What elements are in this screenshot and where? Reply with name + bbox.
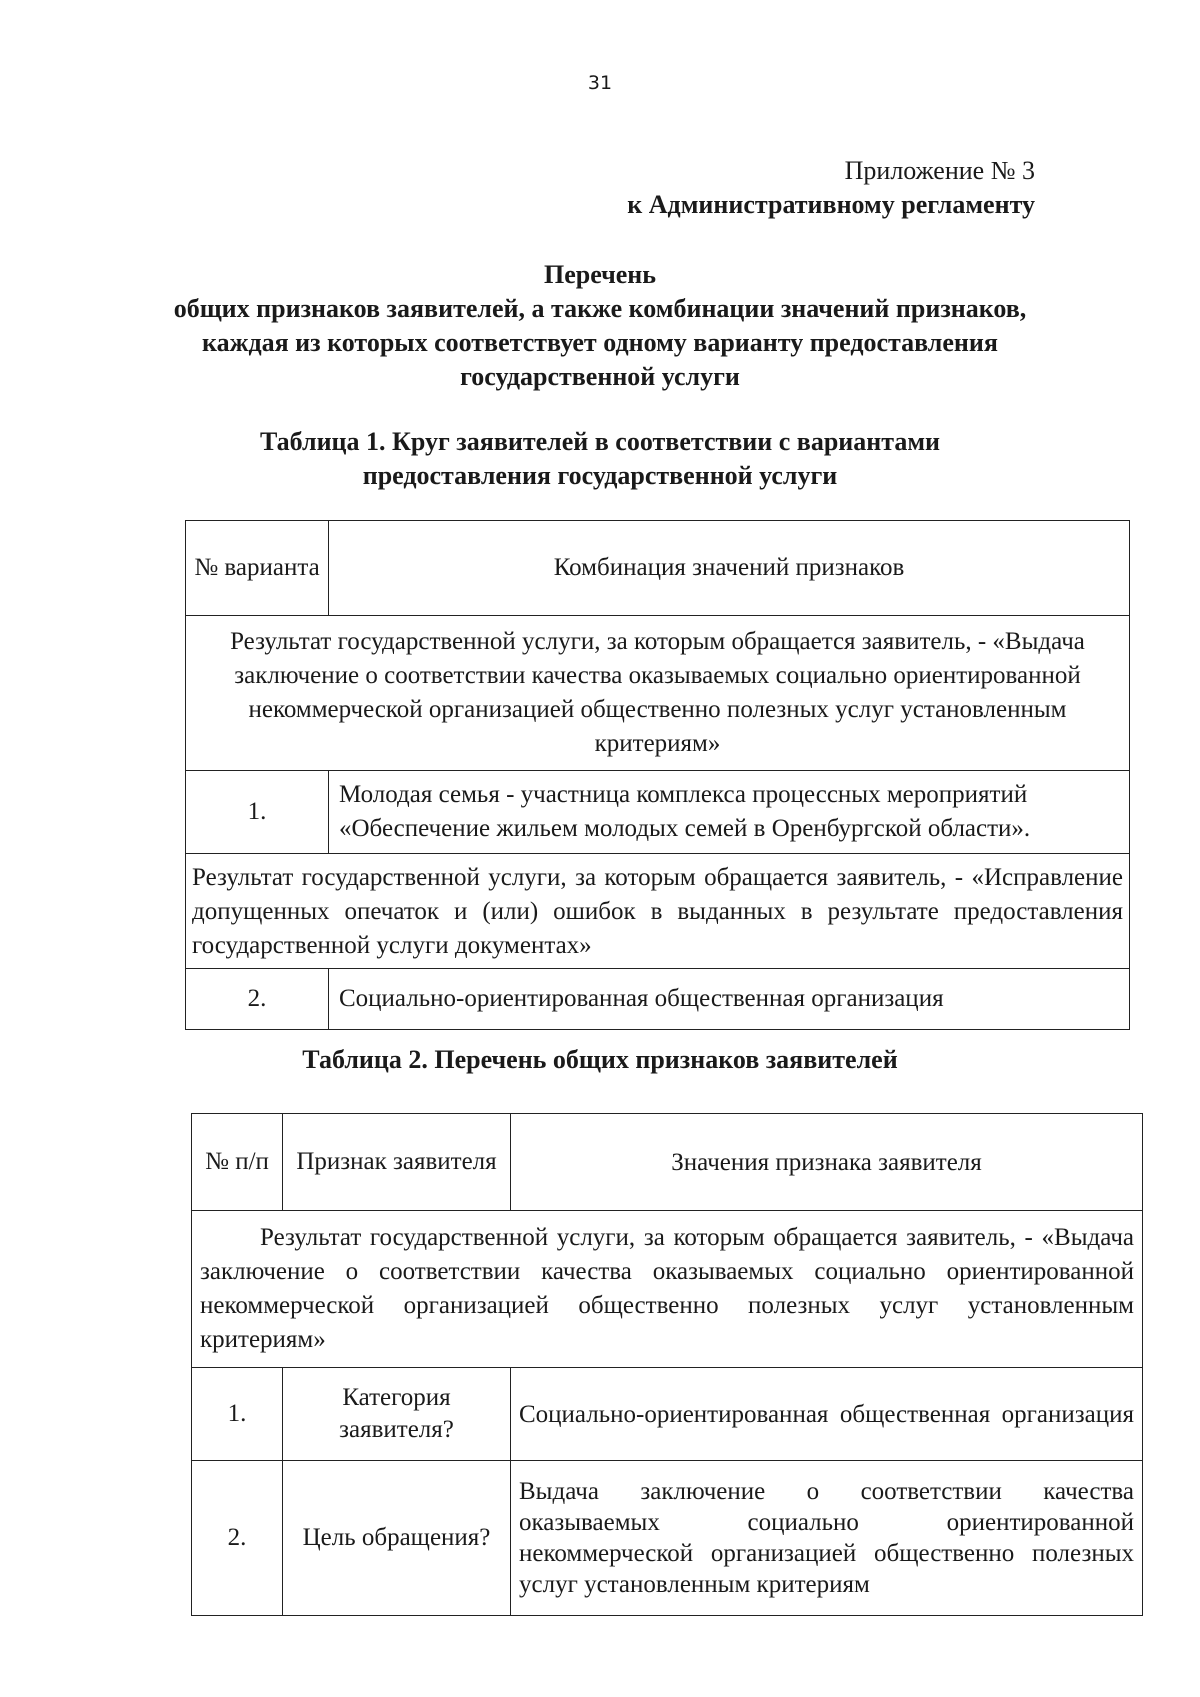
- title-line-1: Перечень: [543, 260, 657, 289]
- title-line-3: каждая из которых соответствует одному варианту предоставления: [202, 328, 998, 357]
- document-title: [150, 258, 1050, 394]
- variant-number: 1.: [186, 771, 329, 854]
- header-attribute: Признак заявителя: [283, 1114, 511, 1211]
- table-row: [192, 1461, 1143, 1616]
- table-row: [186, 771, 1130, 854]
- result-row: [186, 854, 1130, 969]
- table1-caption: [150, 425, 1050, 493]
- result-row: [192, 1211, 1143, 1368]
- variant-number: 2.: [186, 969, 329, 1030]
- header-row-number: № п/п: [192, 1114, 283, 1211]
- header-attribute-values: Значения признака заявителя: [511, 1114, 1143, 1211]
- table-row: [186, 969, 1130, 1030]
- title-line-2: общих признаков заявителей, а также комбинации значений признаков,: [173, 294, 1027, 323]
- table-header-row: [186, 521, 1130, 616]
- attribute-value: Социально-ориентированная общественная организация: [511, 1368, 1143, 1461]
- table1-applicant-variants: [185, 520, 1130, 1030]
- page-number: 31: [587, 72, 613, 94]
- variant-combination: Молодая семья - участница комплекса процессных мероприятий «Обеспечение жильем молодых семей в Оренбургской области».: [329, 771, 1130, 854]
- result-error-correction: Результат государственной услуги, за которым обращается заявитель, - «Исправление допущенных опечаток и (или) ошибок в выданных в результате предоставления государственной услуги документах»: [186, 854, 1130, 969]
- result-text: Результат государственной услуги, за которым обращается заявитель, - «Выдача заключение о соответствии качества оказываемых социально ориентированной некоммерческой организацией общественно полезных услуг установленным критериям»: [200, 1224, 1134, 1353]
- table2-applicant-attributes: [191, 1113, 1143, 1616]
- attribute-name: Категория заявителя?: [283, 1368, 511, 1461]
- appendix-regulation-ref: к Административному регламенту: [627, 190, 1035, 219]
- result-row: [186, 616, 1130, 771]
- appendix-label: Приложение № 3: [844, 156, 1035, 185]
- attribute-value: Выдача заключение о соответствии качества оказываемых социально ориентированной некоммерческой организацией общественно полезных услуг установленным критериям: [511, 1461, 1143, 1616]
- table-row: [192, 1368, 1143, 1461]
- table-header-row: [192, 1114, 1143, 1211]
- header-combination: Комбинация значений признаков: [329, 521, 1130, 616]
- attribute-name: Цель обращения?: [283, 1461, 511, 1616]
- row-number: 1.: [192, 1368, 283, 1461]
- row-number: 2.: [192, 1461, 283, 1616]
- title-line-4: государственной услуги: [460, 362, 740, 391]
- header-variant-number: № варианта: [186, 521, 329, 616]
- table1-caption-line-1: Таблица 1. Круг заявителей в соответствии с вариантами: [259, 427, 941, 456]
- table1-caption-line-2: предоставления государственной услуги: [362, 461, 838, 490]
- variant-combination: Социально-ориентированная общественная организация: [329, 969, 1130, 1030]
- result-issuance-conclusion: [192, 1211, 1143, 1368]
- table2-caption: Таблица 2. Перечень общих признаков заявителей: [302, 1045, 898, 1074]
- result-issuance-conclusion: Результат государственной услуги, за которым обращается заявитель, - «Выдача заключение о соответствии качества оказываемых социально ориентированной некоммерческой организацией общественно полезных услуг установленным критериям»: [186, 616, 1130, 771]
